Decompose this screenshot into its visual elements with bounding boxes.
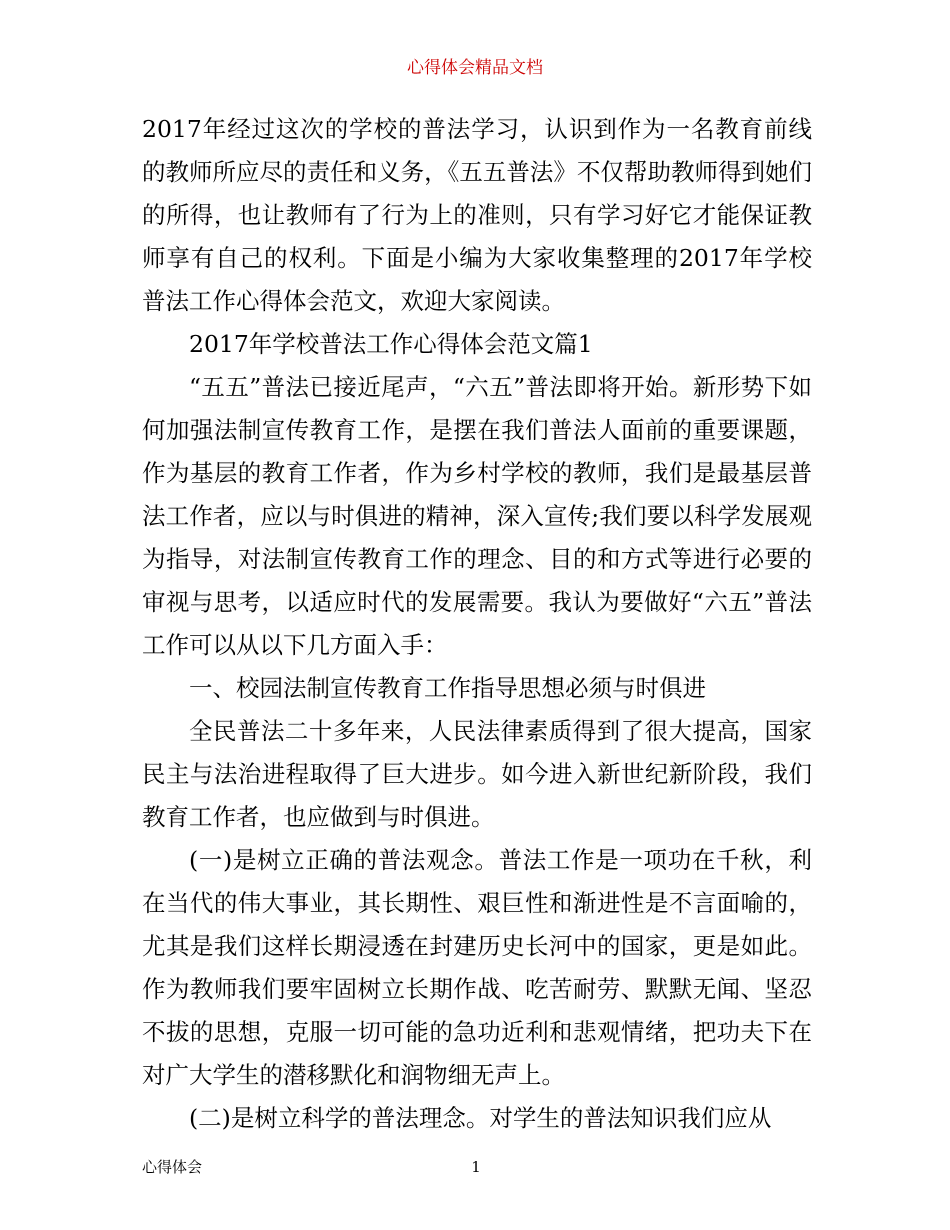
- footer-label: 心得体会: [142, 1158, 203, 1176]
- paragraph-body: (二)是树立科学的普法理念。对学生的普法知识我们应从: [189, 1104, 772, 1132]
- paragraph-body: (一)是树立正确的普法观念。普法工作是一项功在千秋，利在当代的伟大事业，其长期性、艰巨性和渐进性是不言面喻的，尤其是我们这样长期浸透在封建历史长河中的国家，更是如此。作为教师我们要牢固树立长期作战、吃苦耐劳、默默无闻、坚忍不拔的思想，克服一切可能的急功近利和悲观情绪，把功夫下在对广大学生的潜移默化和润物细无声上。: [142, 846, 812, 1089]
- paragraph-body: 全民普法二十多年来，人民法律素质得到了很大提高，国家民主与法治进程取得了巨大进步。如今进入新世纪新阶段，我们教育工作者，也应做到与时俱进。: [142, 717, 812, 831]
- paragraph-body: “五五”普法已接近尾声，“六五”普法即将开始。新形势下如何加强法制宣传教育工作，是摆在我们普法人面前的重要课题，作为基层的教育工作者，作为乡村学校的教师，我们是最基层普法工作者，应以与时俱进的精神，深入宣传;我们要以科学发展观为指导，对法制宣传教育工作的理念、目的和方式等进行必要的审视与思考，以适应时代的发展需要。我认为要做好“六五”普法工作可以从以下几方面入手：: [142, 373, 812, 659]
- document-body: [142, 108, 812, 1140]
- page-header-title: 心得体会精品文档: [407, 58, 543, 78]
- paragraph-heading-one: 一、校园法制宣传教育工作指导思想必须与时俱进: [189, 674, 706, 702]
- paragraph-section-title: 2017年学校普法工作心得体会范文篇1: [189, 330, 593, 358]
- paragraph-intro: 2017年经过这次的学校的普法学习，认识到作为一名教育前线的教师所应尽的责任和义务，《五五普法》不仅帮助教师得到她们的所得，也让教师有了行为上的准则，只有学习好它才能保证教师享有自己的权利。下面是小编为大家收集整理的2017年学校普法工作心得体会范文，欢迎大家阅读。: [142, 115, 812, 315]
- page-number: 1: [471, 1158, 481, 1176]
